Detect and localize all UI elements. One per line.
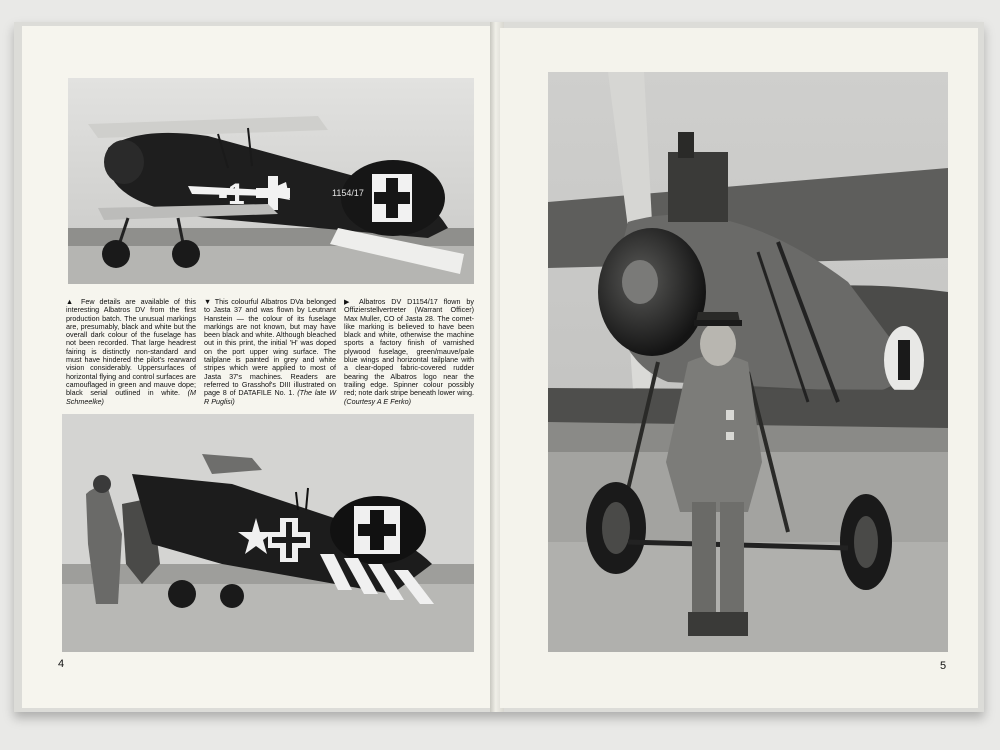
right-page <box>500 28 978 708</box>
fuselage-numeral: -1 <box>218 178 245 211</box>
caption-1-text: ▲ Few details are available of this interesting Albatros DV from the first production batch. The unusual markings are, presumably, black and white but the overall dark colour of the fuselage has not been recorded. That large headrest fairing is distinctly non-standard and must have hindered the pilot's rearward vision considerably. Uppersurfaces of horizontal flying and control surfaces are camouflaged in green and mauve dope; black serial outlined in white. <box>66 297 196 398</box>
open-magazine <box>14 22 984 712</box>
caption-3 <box>344 298 474 406</box>
photo-albatros-dva-jasta37 <box>62 414 474 652</box>
caption-2-credit: (The late W R Puglisi) <box>204 388 336 406</box>
page-number-left: 4 <box>58 658 65 670</box>
caption-1 <box>66 298 196 406</box>
caption-3-credit: (Courtesy A E Ferko) <box>344 396 411 406</box>
caption-2 <box>204 298 336 406</box>
page-number-right: 5 <box>940 660 947 672</box>
left-page <box>22 26 498 708</box>
caption-2-text: ▼ This colourful Albatros DVa belonged to Jasta 37 and was flown by Leutnant Hanstein — the colour of its fuselage markings are not known, but may have been black and white. Although bleached out in this print, the initial 'H' was doped on the port upper wing surface. The tailplane is painted in grey and white stripes which were applied to most of Jasta 37's machines. Readers are referred to Grasshof's DIII illustrated on page 8 of DATAFILE No. 1. <box>204 297 336 398</box>
caption-3-text: ▶ Albatros DV D1154/17 flown by Offizierstellvertreter (Warrant Officer) Max Muller, CO of Jasta 28. The comet-like marking is believed to have been black and white, otherwise the machine sports a factory finish of varnished plywood fuselage, green/mauve/pale blue wings and horizontal tailplane with a clear-doped fabric-covered rudder bearing the Albatros logo near the trailing edge. Spinner colour possibly red; note dark stripe beneath lower wing. <box>344 297 474 398</box>
photo-albatros-dv-comet <box>68 78 474 284</box>
tail-serial-text: 1154/17 <box>332 188 364 198</box>
caption-1-credit: (M Schmeelke) <box>66 388 196 406</box>
photo-max-muller-portrait <box>548 72 948 652</box>
